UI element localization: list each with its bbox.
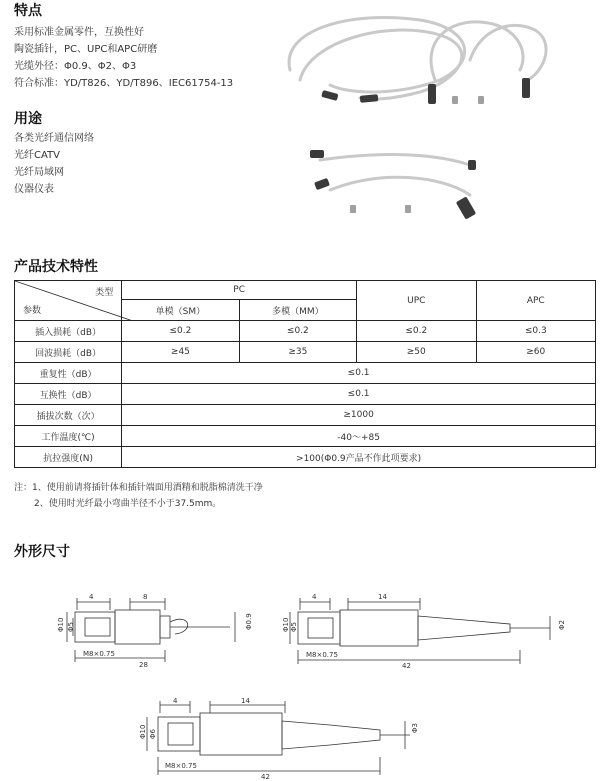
dim-label: 42 <box>402 662 411 670</box>
dim-label: Φ5 <box>290 622 298 632</box>
cell-sm: ≥45 <box>122 342 239 363</box>
cell-upc: ≤0.2 <box>357 321 476 342</box>
product-photo <box>270 0 600 230</box>
cell-upc: ≥50 <box>357 342 476 363</box>
usage-list <box>14 130 94 198</box>
features-list <box>14 24 233 92</box>
usage-line: 各类光纤通信网络 <box>14 133 94 144</box>
sm-header: 单模（SM） <box>122 300 239 321</box>
dim-label: 14 <box>241 697 250 705</box>
spec-corner-cell <box>15 281 122 321</box>
table-row <box>15 342 596 363</box>
table-row <box>15 384 596 405</box>
param-header: 参数 <box>23 306 42 316</box>
cell-mm: ≤0.2 <box>239 321 356 342</box>
dim-label: 4 <box>312 593 317 601</box>
dim-label: Φ0.9 <box>245 613 253 630</box>
cell-value: ≤0.1 <box>122 384 596 405</box>
features-line: 陶瓷插针，PC、UPC和APC研磨 <box>14 44 158 55</box>
dim-label: 4 <box>173 697 178 705</box>
cell-value: ≤0.1 <box>122 363 596 384</box>
table-row <box>15 363 596 384</box>
usage-line: 光纤CATV <box>14 150 60 161</box>
note-1: 注：1、使用前请将插针体和插针端面用酒精和脱脂棉清洗干净 <box>14 483 263 493</box>
spec-table <box>14 280 596 468</box>
dim-label: Φ10 <box>139 724 147 739</box>
dim-label: M8×0.75 <box>83 650 115 658</box>
usage-line: 仪器仪表 <box>14 184 54 195</box>
cell-apc: ≤0.3 <box>476 321 596 342</box>
dimension-drawing-2 <box>270 590 570 670</box>
dimension-drawing-1 <box>55 590 255 670</box>
table-row <box>15 405 596 426</box>
dims-title: 外形尺寸 <box>14 544 70 560</box>
spec-title: 产品技术特性 <box>14 259 98 275</box>
table-row <box>15 447 596 468</box>
dim-label: Φ10 <box>57 617 65 632</box>
dim-label: Φ3 <box>411 723 419 733</box>
pc-header: PC <box>122 281 357 300</box>
row-label: 插入损耗（dB） <box>15 321 122 342</box>
row-label: 互换性（dB） <box>15 384 122 405</box>
cell-value: -40～+85 <box>122 426 596 447</box>
cell-mm: ≥35 <box>239 342 356 363</box>
upc-header: UPC <box>357 281 476 321</box>
dim-label: 4 <box>89 593 94 601</box>
dim-label: M8×0.75 <box>306 651 338 659</box>
apc-header: APC <box>476 281 596 321</box>
cell-sm: ≤0.2 <box>122 321 239 342</box>
dim-label: 28 <box>139 661 148 669</box>
cell-apc: ≥60 <box>476 342 596 363</box>
row-label: 插拔次数（次） <box>15 405 122 426</box>
dimension-drawing-3 <box>125 695 425 781</box>
dim-label: 8 <box>143 593 148 601</box>
table-row <box>15 426 596 447</box>
features-title: 特点 <box>14 3 42 19</box>
features-line: 光缆外径：Φ0.9、Φ2、Φ3 <box>14 61 137 72</box>
dim-label: Φ10 <box>282 617 290 632</box>
cell-value: >100(Φ0.9产品不作此项要求) <box>122 447 596 468</box>
row-label: 抗拉强度(N) <box>15 447 122 468</box>
row-label: 回波损耗（dB） <box>15 342 122 363</box>
cell-value: ≥1000 <box>122 405 596 426</box>
dim-label: Φ6 <box>149 729 157 739</box>
dim-label: Φ2 <box>558 620 566 630</box>
row-label: 重复性（dB） <box>15 363 122 384</box>
dim-label: 14 <box>378 593 387 601</box>
table-row <box>15 321 596 342</box>
dim-label: 42 <box>261 773 270 781</box>
type-header: 类型 <box>95 288 114 298</box>
row-label: 工作温度(℃) <box>15 426 122 447</box>
features-line: 采用标准金属零件，互换性好 <box>14 27 144 38</box>
features-line: 符合标准：YD/T826、YD/T896、IEC61754-13 <box>14 78 234 89</box>
mm-header: 多模（MM） <box>239 300 356 321</box>
usage-line: 光纤局域网 <box>14 167 64 178</box>
note-2: 2、使用时光纤最小弯曲半径不小于37.5mm。 <box>34 499 222 509</box>
dim-label: Φ5 <box>67 622 75 632</box>
usage-title: 用途 <box>14 111 42 127</box>
dim-label: M8×0.75 <box>165 762 197 770</box>
